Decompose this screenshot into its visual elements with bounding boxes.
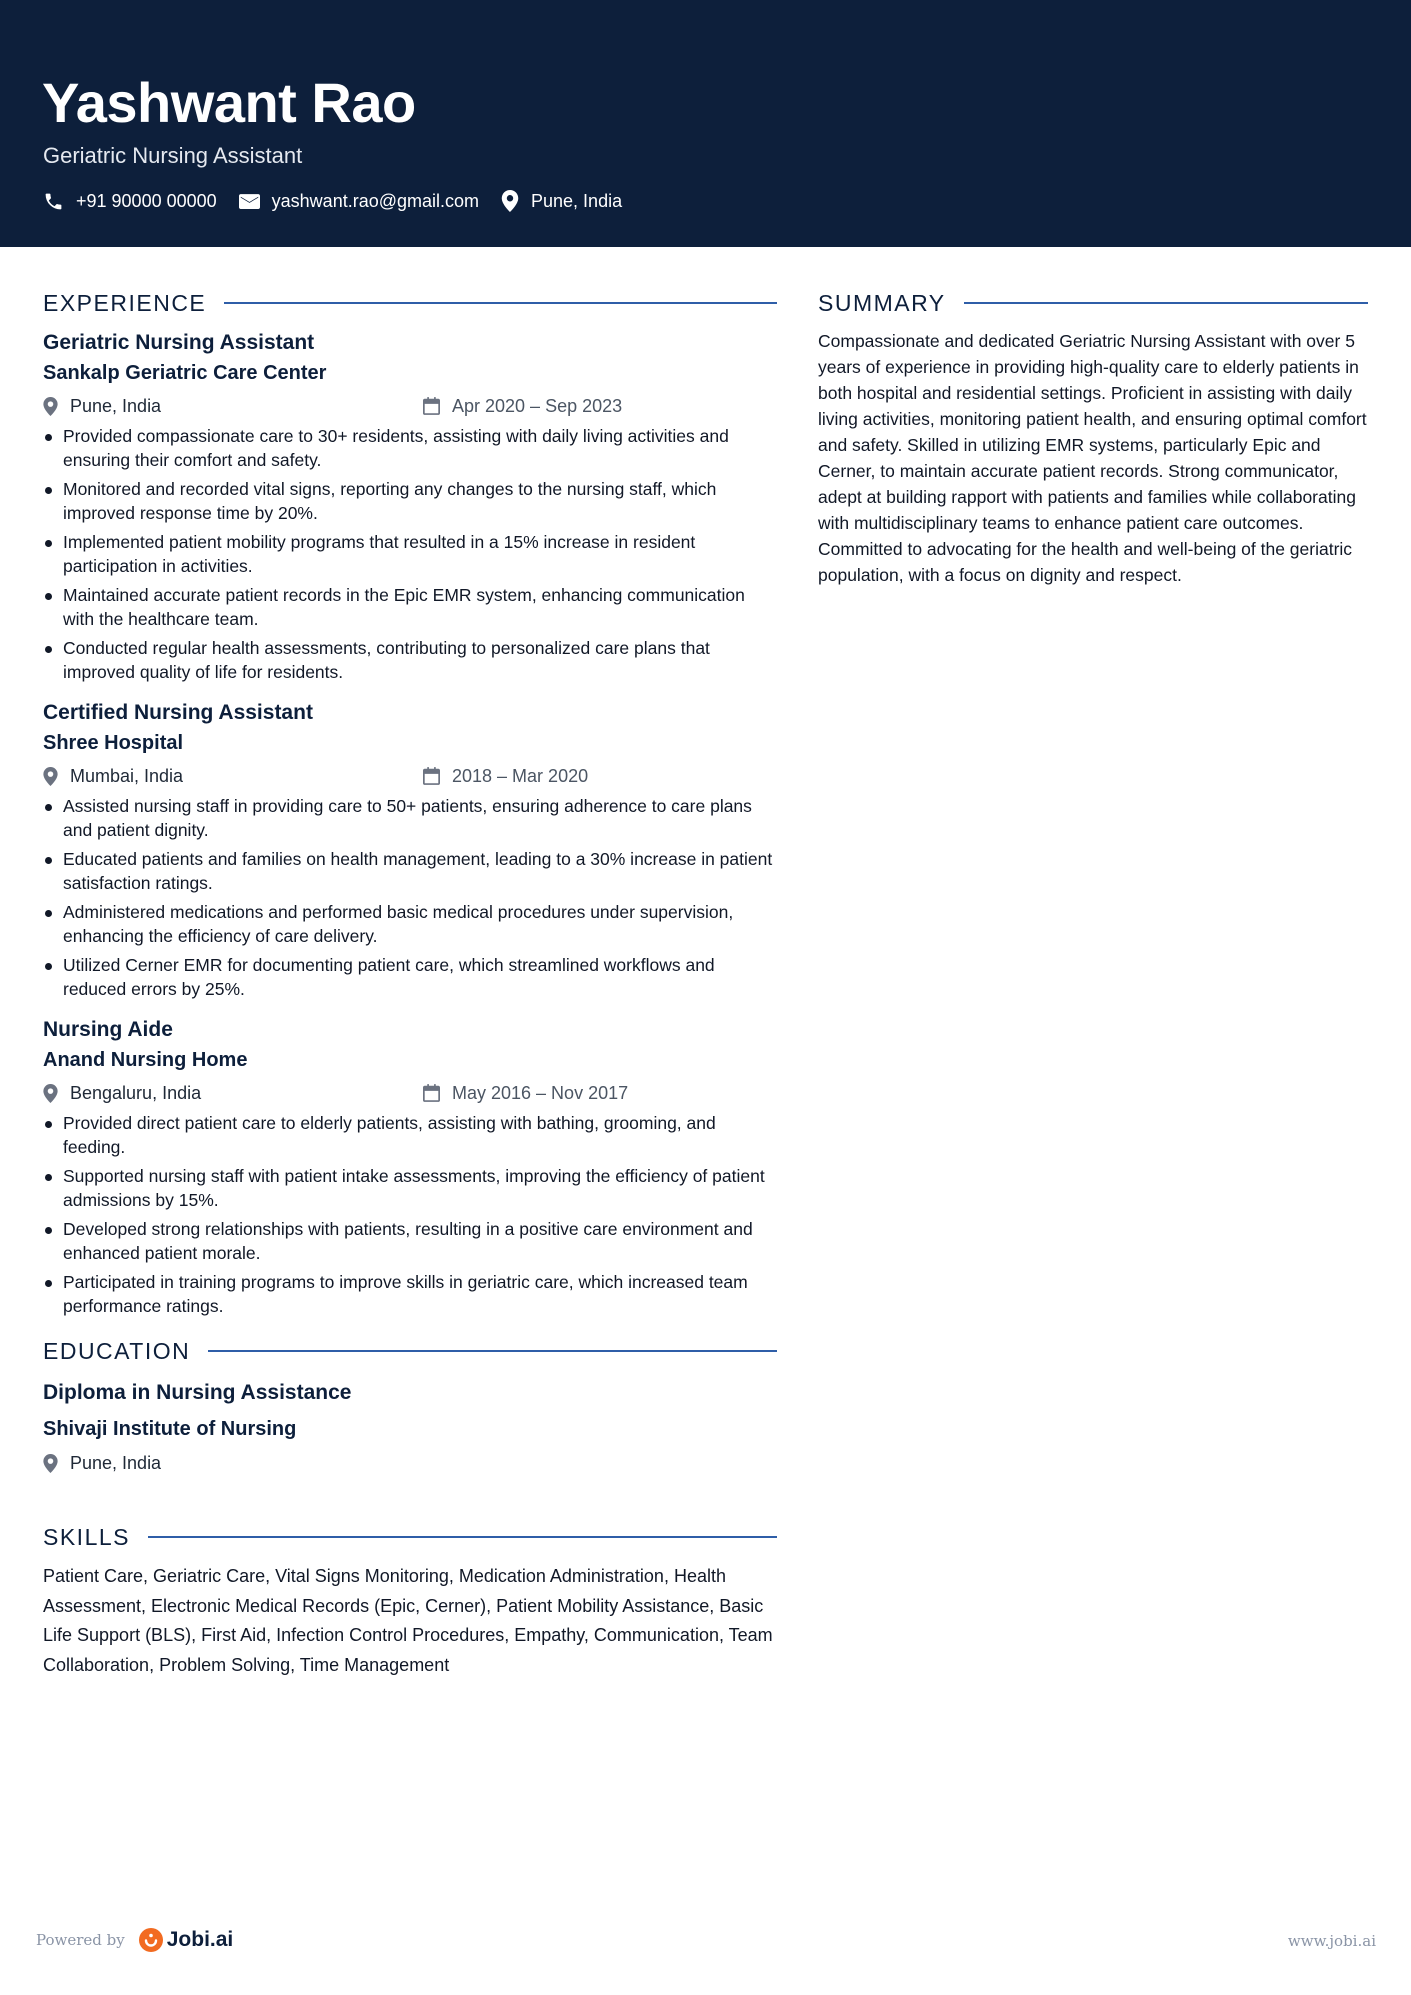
bullet-item: Conducted regular health assessments, contributing to personalized care plans that improved quality of life for residents. xyxy=(43,636,777,684)
job-location-text: Mumbai, India xyxy=(70,765,184,786)
job-bullets xyxy=(43,1111,777,1318)
bullet-item: Monitored and recorded vital signs, reporting any changes to the nursing staff, which improved response time by 20%. xyxy=(43,477,777,525)
job-dates xyxy=(423,1083,628,1104)
skills-list: Patient Care, Geriatric Care, Vital Signs Monitoring, Medication Administration, Health Assessment, Electronic Medical Records (Epic, Cerner), Patient Mobility Assistance, Basic Life Support (BLS), First Aid, Infection Control Procedures, Empathy, Communication, Team Collaboration, Problem Solving, Time Management xyxy=(43,1566,773,1675)
bullet-item: Developed strong relationships with patients, resulting in a positive care environment and enhanced patient morale. xyxy=(43,1217,777,1265)
job-entry xyxy=(43,1015,777,1318)
job-bullets xyxy=(43,794,777,1001)
job-company: Sankalp Geriatric Care Center xyxy=(43,362,327,384)
location-pin-icon xyxy=(43,397,58,416)
brand-logo[interactable] xyxy=(139,1928,234,1952)
location-pin-icon xyxy=(43,767,58,786)
bullet-item: Participated in training programs to improve skills in geriatric care, which increased team performance ratings. xyxy=(43,1270,777,1318)
bullet-item: Provided direct patient care to elderly patients, assisting with bathing, grooming, and feeding. xyxy=(43,1111,777,1159)
education-entry xyxy=(43,1376,777,1478)
powered-by-text: Powered by xyxy=(36,1931,125,1949)
candidate-name: Yashwant Rao xyxy=(42,71,416,134)
location-pin-icon xyxy=(43,1454,58,1473)
job-dates xyxy=(423,396,622,417)
job-meta xyxy=(43,758,777,794)
calendar-icon xyxy=(423,1084,440,1102)
resume-header xyxy=(0,0,1411,247)
location-text: Pune, India xyxy=(531,190,623,211)
job-location xyxy=(43,766,423,787)
bullet-item: Administered medications and performed basic medical procedures under supervision, enhancing the efficiency of care delivery. xyxy=(43,900,777,948)
website-link[interactable]: www.jobi.ai xyxy=(1287,1932,1376,1950)
phone-icon xyxy=(43,191,64,212)
job-title: Certified Nursing Assistant xyxy=(43,701,313,724)
job-dates-text: Apr 2020 – Sep 2023 xyxy=(452,395,623,416)
contact-email[interactable] xyxy=(239,191,479,212)
email-text: yashwant.rao@gmail.com xyxy=(271,190,480,211)
education-degree: Diploma in Nursing Assistance xyxy=(43,1381,352,1404)
section-divider xyxy=(964,302,1368,304)
job-meta xyxy=(43,1075,777,1111)
powered-by xyxy=(36,1928,233,1952)
bullet-item: Assisted nursing staff in providing care to 50+ patients, ensuring adherence to care plans and patient dignity. xyxy=(43,794,777,842)
job-title: Geriatric Nursing Assistant xyxy=(43,331,315,354)
job-location xyxy=(43,396,423,417)
calendar-icon xyxy=(423,767,440,785)
job-bullets xyxy=(43,424,777,684)
phone-text: +91 90000 00000 xyxy=(76,190,217,211)
summary-section-header xyxy=(818,288,1368,318)
education-meta xyxy=(43,1448,777,1478)
section-title: SKILLS xyxy=(43,1523,130,1550)
job-company: Anand Nursing Home xyxy=(43,1049,248,1071)
education-school: Shivaji Institute of Nursing xyxy=(43,1418,297,1440)
education-section-header xyxy=(43,1336,777,1366)
section-title: EXPERIENCE xyxy=(43,289,207,316)
job-dates-text: 2018 – Mar 2020 xyxy=(452,765,589,786)
location-pin-icon xyxy=(43,1084,58,1103)
job-location-text: Pune, India xyxy=(70,395,162,416)
bullet-item: Educated patients and families on health management, leading to a 30% increase in patient satisfaction ratings. xyxy=(43,847,777,895)
education-location xyxy=(43,1453,423,1474)
section-title: EDUCATION xyxy=(43,1337,191,1364)
job-meta xyxy=(43,388,777,424)
bullet-item: Utilized Cerner EMR for documenting patient care, which streamlined workflows and reduced errors by 25%. xyxy=(43,953,777,1001)
job-dates xyxy=(423,766,588,787)
brand-name: Jobi.ai xyxy=(166,1928,234,1951)
summary-text: Compassionate and dedicated Geriatric Nursing Assistant with over 5 years of experience in providing high-quality care to elderly patients in both hospital and residential settings. Proficient in assisting with daily living activities, monitoring patient health, and ensuring optimal comfort and safety. Skilled in utilizing EMR systems, particularly Epic and Cerner, to maintain accurate patient records. Strong communicator, adept at building rapport with patients and families while collaborating with multidisciplinary teams to enhance patient care outcomes. Committed to advocating for the health and well-being of the geriatric population, with a focus on dignity and respect. xyxy=(818,331,1367,585)
calendar-icon xyxy=(423,397,440,415)
location-pin-icon xyxy=(501,190,519,212)
bullet-item: Supported nursing staff with patient intake assessments, improving the efficiency of patient admissions by 15%. xyxy=(43,1164,777,1212)
job-location-text: Bengaluru, India xyxy=(70,1082,202,1103)
job-dates-text: May 2016 – Nov 2017 xyxy=(452,1082,629,1103)
job-title: Nursing Aide xyxy=(43,1018,173,1041)
job-location xyxy=(43,1083,423,1104)
job-company: Shree Hospital xyxy=(43,732,184,754)
section-title: SUMMARY xyxy=(818,289,946,316)
section-divider xyxy=(148,1536,777,1538)
email-icon xyxy=(239,193,260,210)
section-divider xyxy=(224,302,777,304)
left-column xyxy=(43,288,777,1680)
contact-location xyxy=(501,190,622,212)
candidate-title: Geriatric Nursing Assistant xyxy=(43,143,303,168)
section-divider xyxy=(208,1350,777,1352)
right-column xyxy=(818,288,1368,588)
jobi-logo-icon xyxy=(139,1928,163,1952)
job-entry xyxy=(43,698,777,1001)
bullet-item: Implemented patient mobility programs that resulted in a 15% increase in resident participation in activities. xyxy=(43,530,777,578)
experience-section-header xyxy=(43,288,777,318)
skills-section-header xyxy=(43,1522,777,1552)
education-location-text: Pune, India xyxy=(70,1452,162,1473)
bullet-item: Provided compassionate care to 30+ residents, assisting with daily living activities and ensuring their comfort and safety. xyxy=(43,424,777,472)
bullet-item: Maintained accurate patient records in the Epic EMR system, enhancing communication with the healthcare team. xyxy=(43,583,777,631)
contact-bar xyxy=(43,190,644,212)
job-entry xyxy=(43,328,777,684)
contact-phone[interactable] xyxy=(43,191,217,212)
